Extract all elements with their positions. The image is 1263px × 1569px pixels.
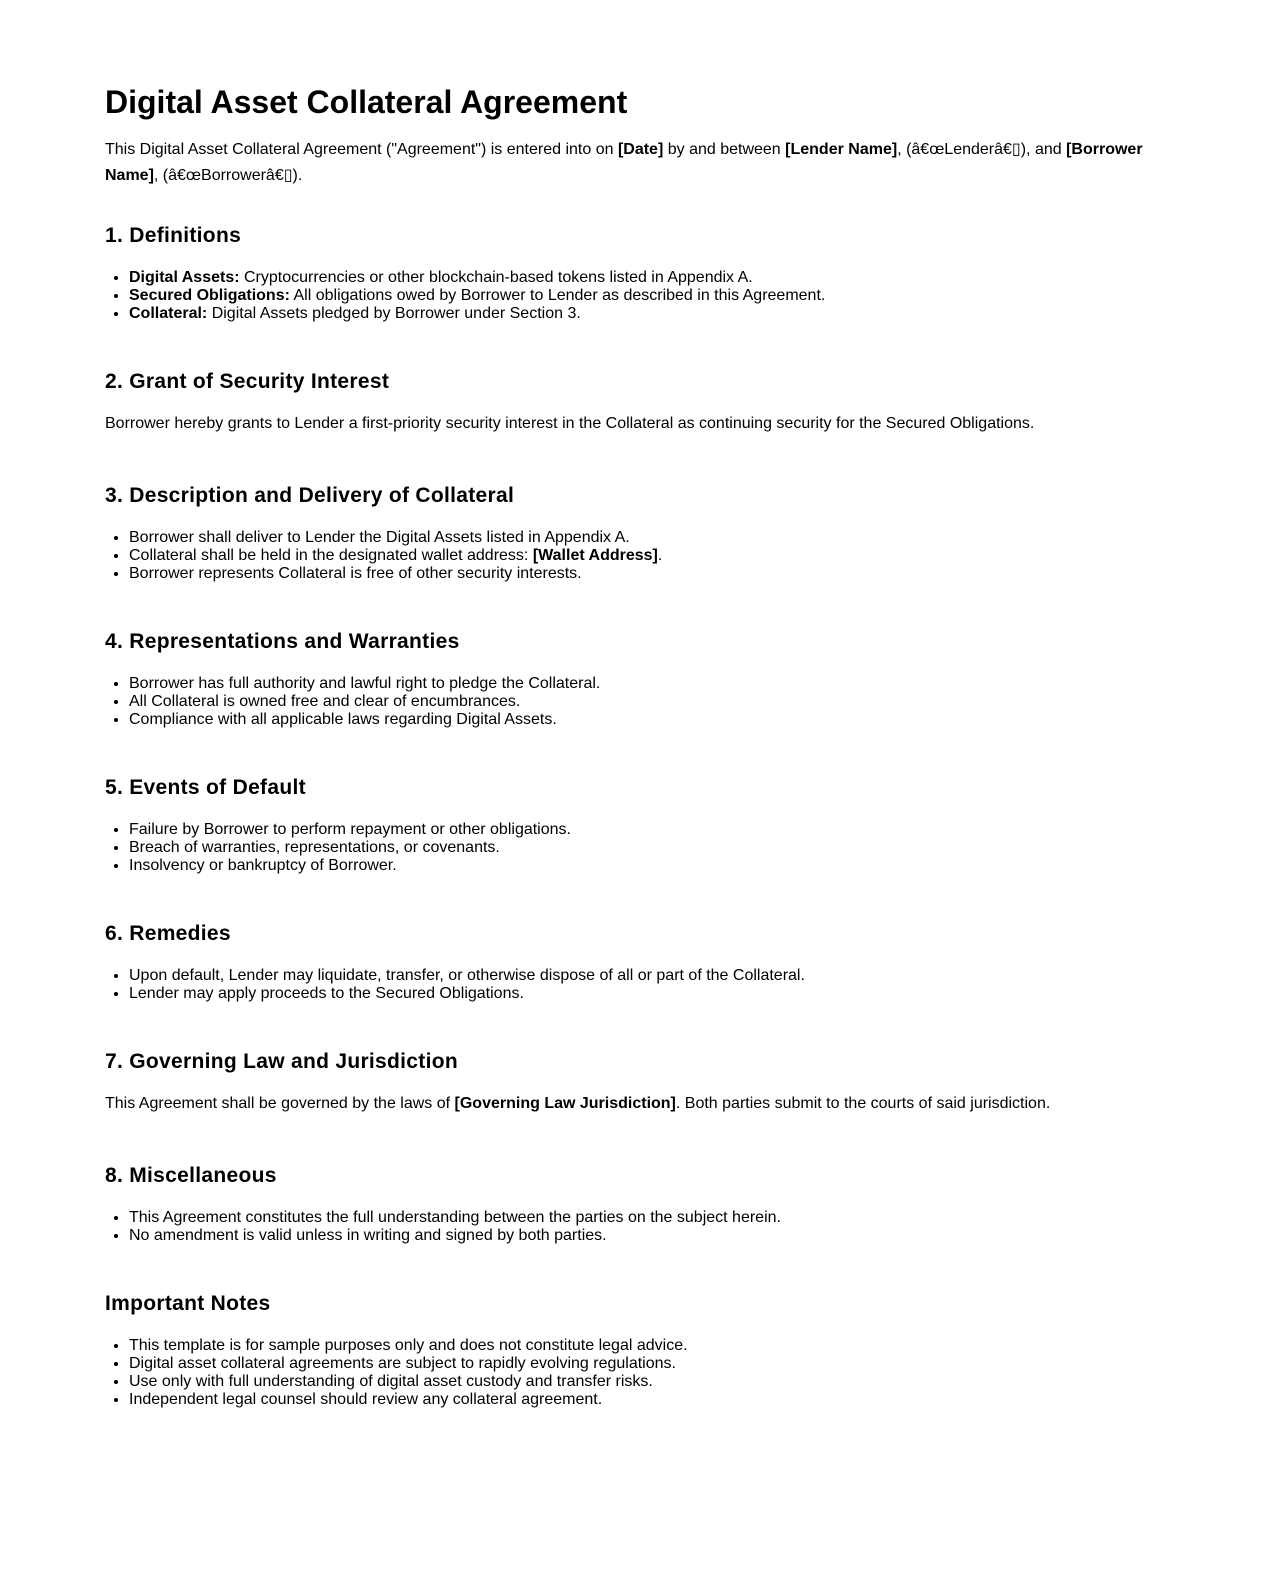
document-title: Digital Asset Collateral Agreement <box>105 84 628 120</box>
list-item: • Compliance with all applicable laws regarding Digital Assets. <box>129 711 1158 729</box>
section-heading: 3. Description and Delivery of Collateral <box>105 484 515 507</box>
section-paragraph: Borrower hereby grants to Lender a first-priority security interest in the Collateral as continuing security for the Secured Obligations. <box>105 415 1035 432</box>
section-heading: 2. Grant of Security Interest <box>105 370 390 393</box>
jurisdiction-placeholder: [Governing Law Jurisdiction] <box>454 1095 676 1112</box>
section-heading: 7. Governing Law and Jurisdiction <box>105 1050 458 1073</box>
list-item: • Upon default, Lender may liquidate, transfer, or otherwise dispose of all or part of the Collateral. <box>129 967 1158 985</box>
wallet-address-placeholder: [Wallet Address] <box>532 547 658 564</box>
list-item: • No amendment is valid unless in writing and signed by both parties. <box>129 1227 1158 1245</box>
section-heading: 6. Remedies <box>105 922 231 945</box>
list-item: • Insolvency or bankruptcy of Borrower. <box>129 857 1158 875</box>
default-events-list <box>105 821 1158 875</box>
paragraph-text: . Both parties submit to the courts of said jurisdiction. <box>675 1095 1051 1112</box>
list-item-text: Collateral shall be held in the designated wallet address: <box>129 547 533 564</box>
section-definitions <box>105 223 1158 323</box>
collateral-list <box>105 529 1158 583</box>
section-important-notes <box>105 1291 1158 1409</box>
lender-name-placeholder: [Lender Name] <box>785 141 898 158</box>
section-remedies <box>105 921 1158 1003</box>
paragraph-text: This Agreement shall be governed by the laws of <box>105 1095 455 1112</box>
list-item: • Independent legal counsel should review any collateral agreement. <box>129 1391 1158 1409</box>
list-item <box>129 547 1158 565</box>
list-item <box>129 287 1158 305</box>
section-miscellaneous <box>105 1163 1158 1245</box>
section-paragraph <box>105 1095 1158 1113</box>
section-events-of-default <box>105 775 1158 875</box>
definition-text: All obligations owed by Borrower to Lender as described in this Agreement. <box>289 287 826 304</box>
list-item: • Borrower has full authority and lawful right to pledge the Collateral. <box>129 675 1158 693</box>
list-item-text: . <box>657 547 663 564</box>
list-item: • Use only with full understanding of digital asset custody and transfer risks. <box>129 1373 1158 1391</box>
remedies-list <box>105 967 1158 1003</box>
list-item <box>129 305 1158 323</box>
notes-list <box>105 1337 1158 1409</box>
section-description-and-delivery <box>105 483 1158 583</box>
section-heading: 4. Representations and Warranties <box>105 630 460 653</box>
list-item: • Digital asset collateral agreements are subject to rapidly evolving regulations. <box>129 1355 1158 1373</box>
definitions-list <box>105 269 1158 323</box>
miscellaneous-list <box>105 1209 1158 1245</box>
definition-text: Cryptocurrencies or other blockchain-based tokens listed in Appendix A. <box>239 269 753 286</box>
section-heading: Important Notes <box>105 1292 271 1315</box>
section-heading: 8. Miscellaneous <box>105 1164 277 1187</box>
intro-text-1: This Digital Asset Collateral Agreement ("Agreement") is entered into on <box>105 141 618 158</box>
section-governing-law <box>105 1049 1158 1113</box>
section-representations-and-warranties <box>105 629 1158 729</box>
list-item <box>129 269 1158 287</box>
intro-text-3: , (â€œLenderâ€▯), and <box>897 141 1067 158</box>
list-item: • This template is for sample purposes only and does not constitute legal advice. <box>129 1337 1158 1355</box>
intro-text-4: , (â€œBorrowerâ€▯). <box>153 167 303 184</box>
definition-text: Digital Assets pledged by Borrower under Section 3. <box>207 305 581 322</box>
definition-term: Collateral: <box>129 305 208 322</box>
list-item: • Breach of warranties, representations, or covenants. <box>129 839 1158 857</box>
intro-text-2: by and between <box>663 141 786 158</box>
warranties-list <box>105 675 1158 729</box>
list-item: • Borrower shall deliver to Lender the Digital Assets listed in Appendix A. <box>129 529 1158 547</box>
section-grant-of-security-interest <box>105 369 1158 433</box>
list-item: • Failure by Borrower to perform repayment or other obligations. <box>129 821 1158 839</box>
definition-term: Secured Obligations: <box>129 287 290 304</box>
section-heading: 1. Definitions <box>105 224 242 247</box>
intro-paragraph <box>105 137 1158 189</box>
list-item: • All Collateral is owned free and clear of encumbrances. <box>129 693 1158 711</box>
date-placeholder: [Date] <box>617 141 664 158</box>
list-item: • Lender may apply proceeds to the Secured Obligations. <box>129 985 1158 1003</box>
list-item: • This Agreement constitutes the full understanding between the parties on the subject herein. <box>129 1209 1158 1227</box>
section-heading: 5. Events of Default <box>105 776 306 799</box>
list-item: • Borrower represents Collateral is free of other security interests. <box>129 565 1158 583</box>
definition-term: Digital Assets: <box>129 269 240 286</box>
borrower-name-placeholder: [Borrower Name] <box>105 141 1143 184</box>
